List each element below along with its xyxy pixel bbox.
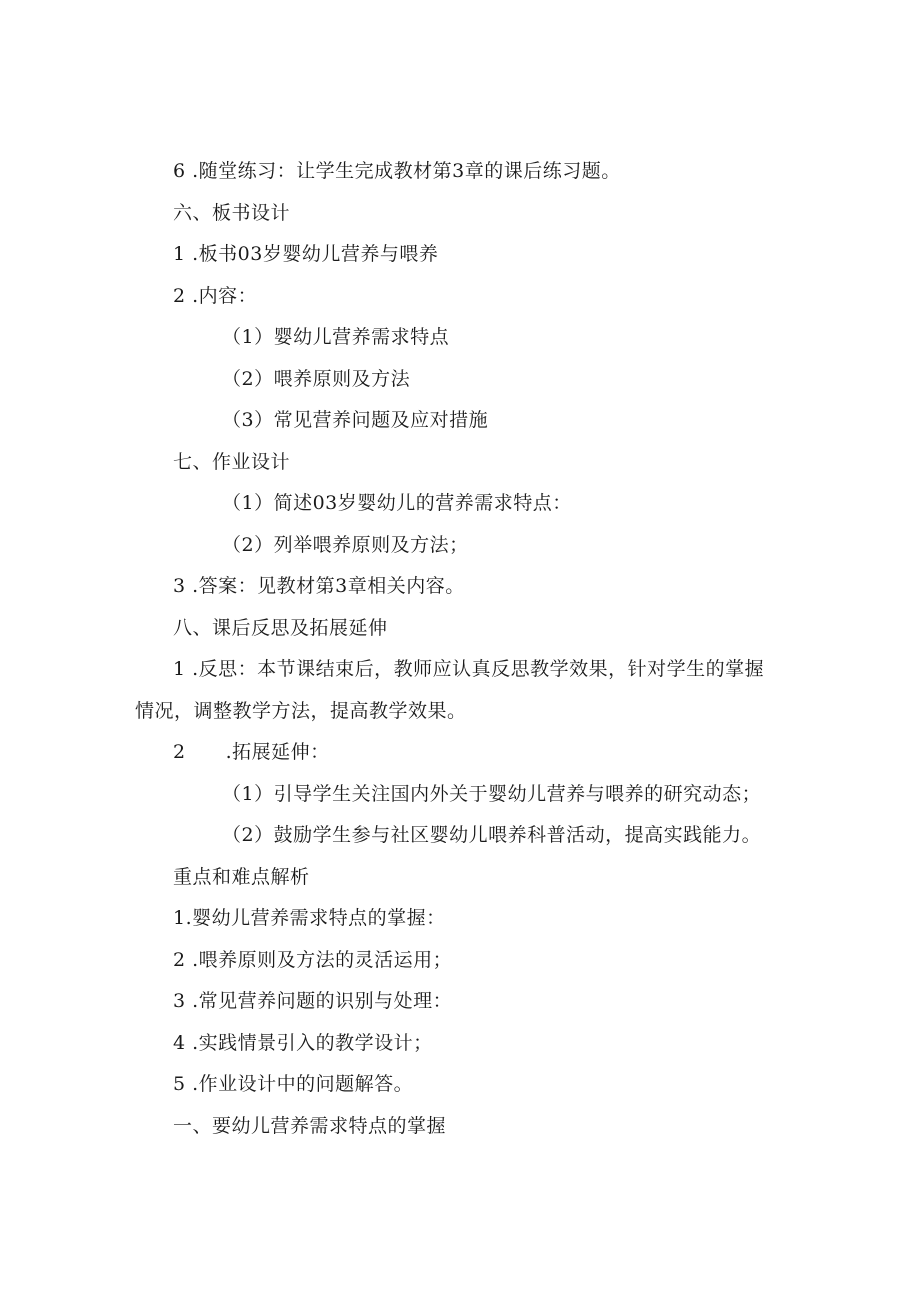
sub-item: （2）喂养原则及方法 — [222, 368, 411, 390]
section-heading: 六、板书设计 — [173, 202, 291, 224]
section-heading: 七、作业设计 — [173, 451, 291, 473]
item-text: .拓展延伸： — [225, 741, 330, 763]
section-heading: 八、课后反思及拓展延伸 — [173, 617, 388, 639]
section-heading: 一、要幼儿营养需求特点的掌握 — [173, 1115, 447, 1137]
sub-item: （2）列举喂养原则及方法； — [222, 534, 469, 556]
section-heading: 重点和难点解析 — [173, 866, 310, 888]
text-line: 2 .内容： — [173, 285, 258, 307]
text-line: 1 .反思：本节课结束后，教师应认真反思教学效果，针对学生的掌握 — [173, 658, 765, 680]
text-line: 6 .随堂练习：让学生完成教材第3章的课后练习题。 — [173, 160, 621, 182]
sub-item: （2）鼓励学生参与社区婴幼儿喂养科普活动，提高实践能力。 — [222, 824, 762, 846]
item-number: 2 — [173, 741, 186, 763]
text-line: 3 .答案：见教材第3章相关内容。 — [173, 575, 465, 597]
text-line: 1 .板书03岁婴幼儿营养与喂养 — [173, 243, 439, 265]
sub-item: （1）简述03岁婴幼儿的营养需求特点： — [222, 492, 572, 514]
text-line: 5 .作业设计中的问题解答。 — [173, 1073, 414, 1095]
text-line-continuation: 情况，调整教学方法，提高教学效果。 — [135, 700, 467, 722]
sub-item: （3）常见营养问题及应对措施 — [222, 409, 489, 431]
text-line: 3 .常见营养问题的识别与处理： — [173, 990, 453, 1012]
text-line — [173, 739, 330, 765]
text-line: 1.婴幼儿营养需求特点的掌握： — [173, 907, 446, 929]
text-line: 2 .喂养原则及方法的灵活运用； — [173, 949, 453, 971]
text-line: 4 .实践情景引入的教学设计； — [173, 1032, 433, 1054]
sub-item: （1）婴幼儿营养需求特点 — [222, 326, 450, 348]
sub-item: （1）引导学生关注国内外关于婴幼儿营养与喂养的研究动态； — [222, 783, 762, 805]
